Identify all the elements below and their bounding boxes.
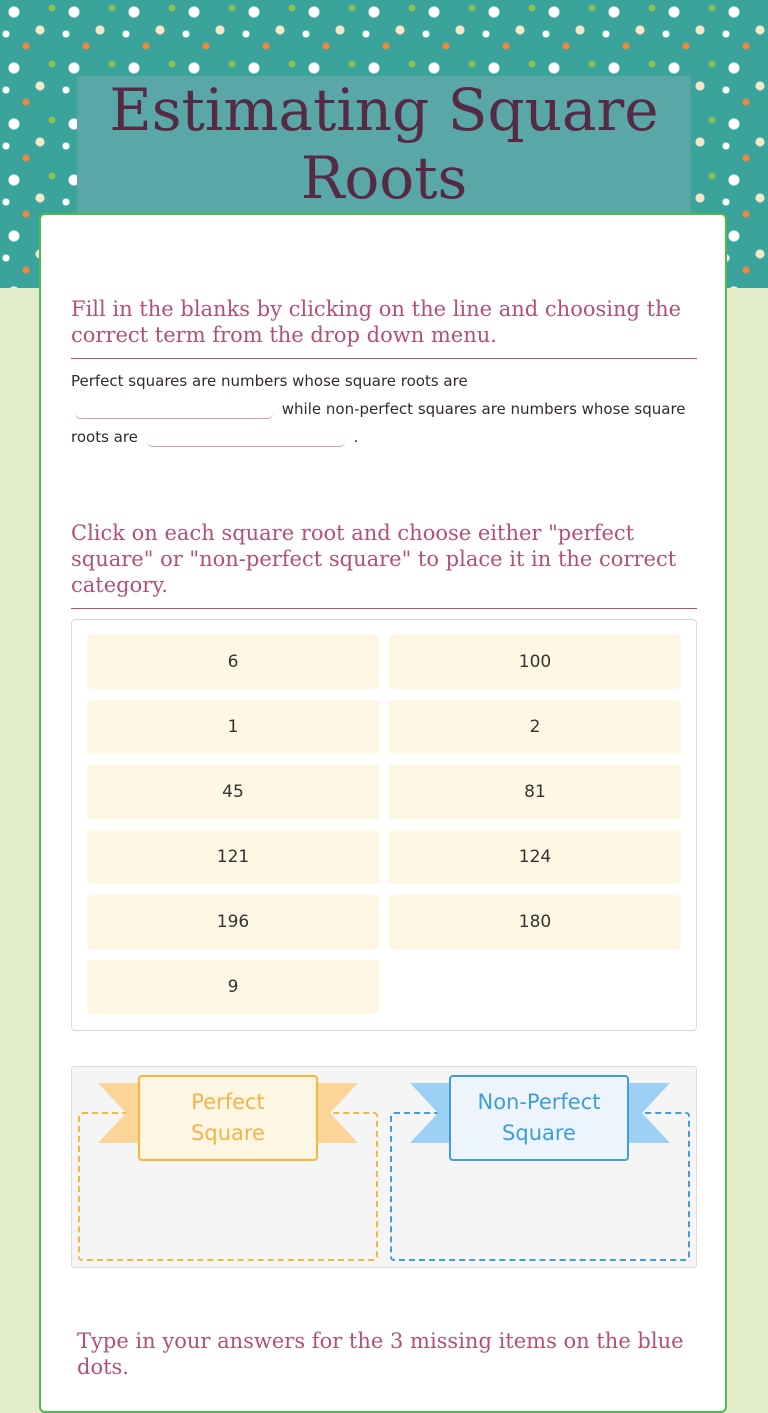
blank-dropdown-2[interactable] [147, 428, 345, 447]
perfect-square-label: Perfect Square [138, 1075, 318, 1161]
item-tile[interactable]: 81 [389, 765, 681, 819]
item-tile[interactable]: 124 [389, 830, 681, 884]
section-divider [71, 358, 697, 359]
items-container [71, 619, 697, 1031]
fill-blank-paragraph [71, 367, 697, 451]
paragraph-text-start: Perfect squares are numbers whose square roots are [71, 372, 468, 390]
item-tile[interactable]: 100 [389, 635, 681, 689]
section-heading-type-answers: Type in your answers for the 3 missing items on the blue dots. [77, 1329, 684, 1379]
item-tile[interactable]: 45 [87, 765, 379, 819]
non-perfect-square-label: Non-Perfect Square [449, 1075, 629, 1161]
item-tile[interactable]: 9 [87, 960, 379, 1014]
section-divider [71, 608, 697, 609]
page-title: Estimating Square Roots [109, 76, 659, 212]
item-tile[interactable]: 6 [87, 635, 379, 689]
section-heading-fill-blanks: Fill in the blanks by clicking on the line and choosing the correct term from the drop down menu. [71, 297, 682, 347]
item-tile[interactable]: 1 [87, 700, 379, 754]
item-tile[interactable]: 196 [87, 895, 379, 949]
item-tile[interactable]: 2 [389, 700, 681, 754]
categories-area [71, 1066, 697, 1268]
paragraph-text-end: . [353, 428, 359, 446]
section-heading-sort: Click on each square root and choose either "perfect square" or "non-perfect square" to place it in the correct category. [71, 521, 677, 597]
item-tile[interactable]: 180 [389, 895, 681, 949]
item-tile[interactable]: 121 [87, 830, 379, 884]
blank-dropdown-1[interactable] [75, 400, 273, 419]
paragraph-text-middle: while non-perfect squares are numbers whose square roots are [71, 400, 686, 446]
